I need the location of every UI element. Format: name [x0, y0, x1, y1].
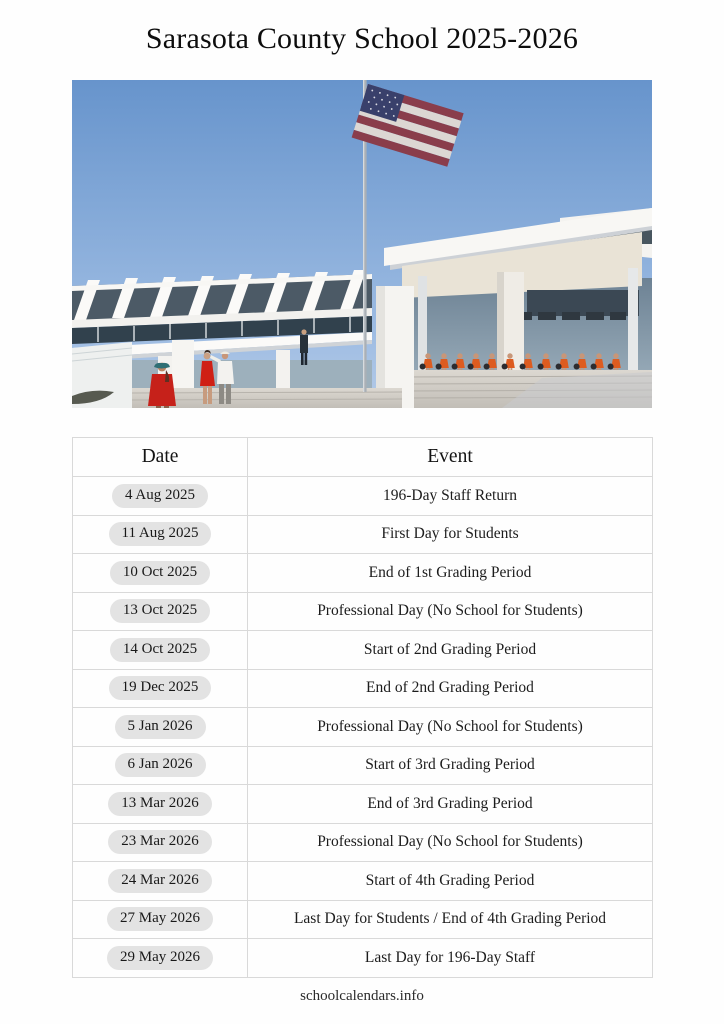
event-cell: End of 3rd Grading Period [248, 785, 653, 824]
event-cell: Professional Day (No School for Students) [248, 592, 653, 631]
event-cell: Professional Day (No School for Students) [248, 823, 653, 862]
date-cell [73, 785, 248, 824]
footer-site-name: schoolcalendars.info [300, 988, 424, 1004]
date-pill: 24 Mar 2026 [108, 869, 212, 893]
page-title: Sarasota County School 2025-2026 [145, 22, 579, 55]
event-cell: First Day for Students [248, 515, 653, 554]
calendar-table-body [73, 477, 653, 978]
table-row [73, 939, 653, 978]
table-row [73, 746, 653, 785]
table-row [73, 785, 653, 824]
table-row [73, 669, 653, 708]
table-row [73, 631, 653, 670]
date-cell [73, 862, 248, 901]
date-pill: 13 Oct 2025 [110, 599, 210, 623]
column-header-date: Date [73, 438, 248, 477]
event-cell: End of 2nd Grading Period [248, 669, 653, 708]
table-row [73, 900, 653, 939]
calendar-table [72, 437, 653, 978]
column-header-event: Event [248, 438, 653, 477]
date-cell [73, 746, 248, 785]
date-pill: 11 Aug 2025 [109, 522, 212, 546]
date-pill: 27 May 2026 [107, 907, 213, 931]
table-row [73, 515, 653, 554]
date-pill: 29 May 2026 [107, 946, 213, 970]
table-row [73, 554, 653, 593]
date-cell [73, 554, 248, 593]
event-cell: End of 1st Grading Period [248, 554, 653, 593]
event-cell: Start of 2nd Grading Period [248, 631, 653, 670]
date-pill: 14 Oct 2025 [110, 638, 210, 662]
event-cell: Last Day for 196-Day Staff [248, 939, 653, 978]
date-pill: 13 Mar 2026 [108, 792, 212, 816]
table-row [73, 708, 653, 747]
table-row [73, 862, 653, 901]
school-photo [72, 80, 652, 408]
date-cell [73, 939, 248, 978]
date-cell [73, 823, 248, 862]
date-cell [73, 900, 248, 939]
table-row [73, 823, 653, 862]
date-pill: 5 Jan 2026 [115, 715, 206, 739]
date-cell [73, 708, 248, 747]
date-pill: 10 Oct 2025 [110, 561, 210, 585]
event-cell: Last Day for Students / End of 4th Grading Period [248, 900, 653, 939]
table-header-row [73, 438, 653, 477]
date-cell [73, 477, 248, 516]
school-photo-illustration [72, 80, 652, 408]
date-cell [73, 669, 248, 708]
date-cell [73, 515, 248, 554]
date-pill: 6 Jan 2026 [115, 753, 206, 777]
table-row [73, 592, 653, 631]
date-cell [73, 592, 248, 631]
event-cell: Start of 4th Grading Period [248, 862, 653, 901]
date-pill: 19 Dec 2025 [109, 676, 212, 700]
event-cell: Start of 3rd Grading Period [248, 746, 653, 785]
date-pill: 4 Aug 2025 [112, 484, 208, 508]
date-cell [73, 631, 248, 670]
event-cell: Professional Day (No School for Students) [248, 708, 653, 747]
event-cell: 196-Day Staff Return [248, 477, 653, 516]
steps-right [402, 370, 652, 408]
date-pill: 23 Mar 2026 [108, 830, 212, 854]
table-row [73, 477, 653, 516]
